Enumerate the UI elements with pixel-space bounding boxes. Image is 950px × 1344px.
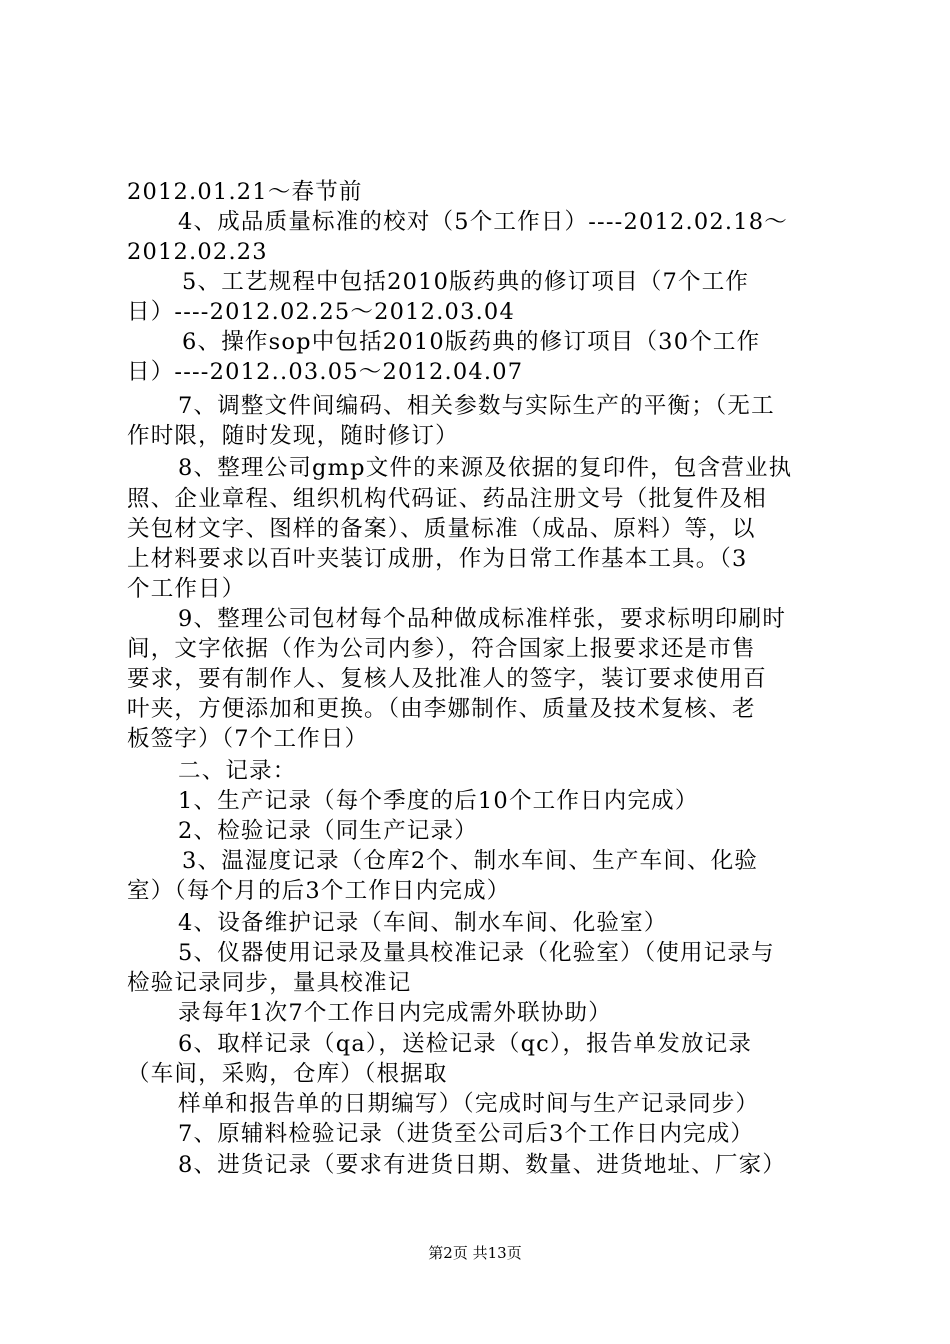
text-line: 2012.02.23 — [127, 239, 268, 265]
text-line: 3、温湿度记录（仓库2个、制水车间、生产车间、化验 — [182, 848, 759, 874]
page-number-footer: 第2页 共13页 — [428, 1244, 522, 1262]
text-line: 6、操作sop中包括2010版药典的修订项目（30个工作 — [182, 329, 761, 355]
section-heading: 二、记录： — [178, 758, 297, 784]
text-line: 照、企业章程、组织机构代码证、药品注册文号（批复件及相 — [127, 486, 767, 512]
text-line: 室）（每个月的后3个工作日内完成） — [127, 878, 511, 904]
text-line: 要求，要有制作人、复核人及批准人的签字，装订要求使用百 — [127, 666, 767, 692]
text-line: 检验记录同步，量具校准记 — [127, 970, 412, 996]
text-line: 2012.01.21～春节前 — [127, 179, 363, 205]
text-line: 1、生产记录（每个季度的后10个工作日内完成） — [178, 788, 699, 814]
text-line: 板签字）（7个工作日） — [127, 726, 369, 752]
text-line: 8、整理公司gmp文件的来源及依据的复印件，包含营业执 — [178, 455, 793, 481]
text-line: 9、整理公司包材每个品种做成标准样张，要求标明印刷时 — [178, 606, 787, 632]
text-line: 4、设备维护记录（车间、制水车间、化验室） — [178, 910, 668, 936]
text-line: 5、工艺规程中包括2010版药典的修订项目（7个工作 — [182, 269, 750, 295]
text-line: 8、进货记录（要求有进货日期、数量、进货地址、厂家） — [178, 1152, 787, 1178]
text-line: 日）----2012..03.05～2012.04.07 — [127, 359, 524, 385]
text-line: （车间，采购，仓库）（根据取 — [127, 1061, 448, 1087]
text-line: 间，文字依据（作为公司内参），符合国家上报要求还是市售 — [127, 636, 756, 662]
text-line: 7、调整文件间编码、相关参数与实际生产的平衡；（无工 — [178, 393, 775, 419]
text-line: 5、仪器使用记录及量具校准记录（化验室）（使用记录与 — [178, 940, 775, 966]
text-line: 作时限，随时发现，随时修订） — [127, 423, 459, 449]
text-line: 4、成品质量标准的校对（5个工作日）----2012.02.18～ — [178, 209, 788, 235]
text-line: 6、取样记录（qa），送检记录（qc），报告单发放记录 — [178, 1031, 753, 1057]
text-line: 2、检验记录（同生产记录） — [178, 818, 478, 844]
text-line: 个工作日） — [127, 576, 246, 602]
text-line: 上材料要求以百叶夹装订成册，作为日常工作基本工具。（3 — [127, 546, 748, 572]
text-line: 日）----2012.02.25～2012.03.04 — [127, 299, 515, 325]
text-line: 样单和报告单的日期编写）（完成时间与生产记录同步） — [178, 1091, 760, 1117]
text-line: 关包材文字、图样的备案）、质量标准（成品、原料）等，以 — [127, 516, 756, 542]
text-line: 7、原辅料检验记录（进货至公司后3个工作日内完成） — [178, 1121, 755, 1147]
text-line: 叶夹，方便添加和更换。（由李娜制作、质量及技术复核、老 — [127, 696, 756, 722]
text-line: 录每年1次7个工作日内完成需外联协助） — [178, 1000, 612, 1026]
